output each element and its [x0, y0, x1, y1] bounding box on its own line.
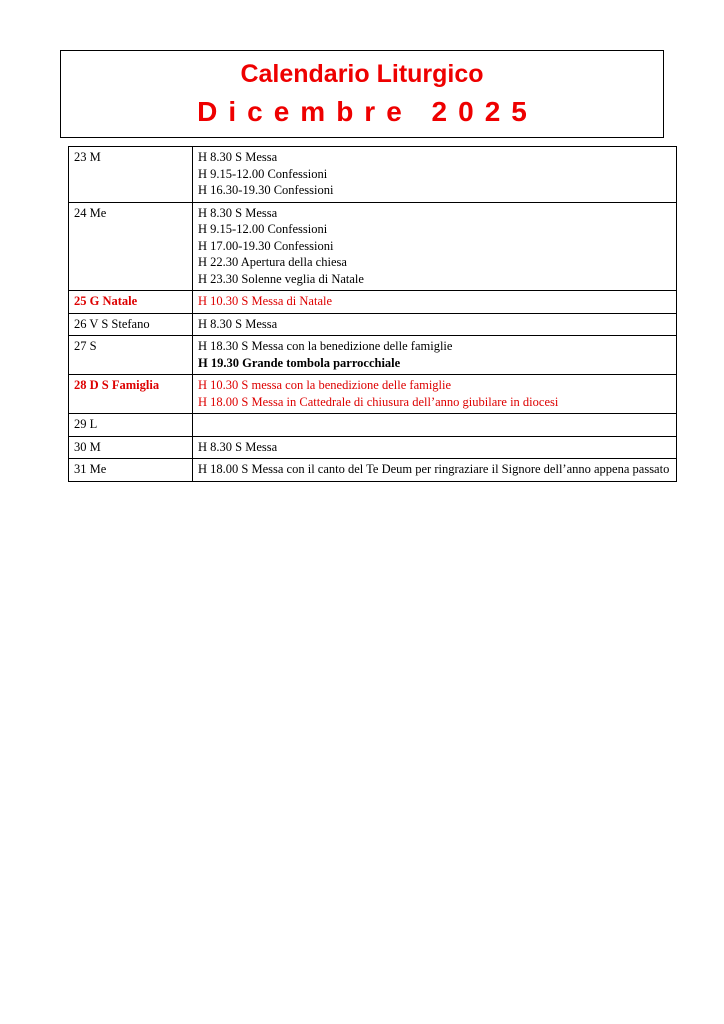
events-cell — [193, 291, 677, 314]
event-line: H 22.30 Apertura della chiesa — [198, 255, 347, 269]
table-row — [69, 336, 677, 375]
empty-events — [198, 416, 671, 432]
document-title: Calendario Liturgico — [240, 60, 484, 88]
events-cell — [193, 459, 677, 482]
events-cell — [193, 202, 677, 291]
day-label: 31 Me — [74, 462, 107, 476]
day-cell — [69, 459, 193, 482]
events-cell — [193, 336, 677, 375]
table-row — [69, 291, 677, 314]
event-line: H 9.15-12.00 Confessioni — [198, 222, 328, 236]
day-label: 30 M — [74, 439, 101, 454]
table-row — [69, 375, 677, 414]
events-cell — [193, 375, 677, 414]
event-line: H 16.30-19.30 Confessioni — [198, 183, 334, 197]
day-label: 26 V S Stefano — [74, 316, 150, 331]
table-row — [69, 147, 677, 203]
day-cell — [69, 414, 193, 437]
day-cell — [69, 147, 193, 203]
event-line: H 18.00 S Messa con il canto del Te Deum per ringraziare il Signore dell’anno appena passato — [198, 462, 670, 476]
day-cell — [69, 313, 193, 336]
event-line: H 19.30 Grande tombola parrocchiale — [198, 355, 401, 370]
table-row — [69, 414, 677, 437]
table-row — [69, 459, 677, 482]
event-line: H 10.30 S messa con la benedizione delle famiglie — [198, 378, 452, 392]
day-cell — [69, 436, 193, 459]
event-line: H 18.00 S Messa in Cattedrale di chiusura dell’anno giubilare in diocesi — [198, 394, 559, 409]
event-line: H 8.30 S Messa — [198, 150, 278, 164]
event-line: H 8.30 S Messa — [198, 316, 278, 331]
day-label: 28 D S Famiglia — [74, 378, 160, 392]
event-line: H 8.30 S Messa — [198, 439, 278, 454]
document-subtitle: Dicembre 2025 — [197, 96, 538, 127]
day-cell — [69, 375, 193, 414]
event-line: H 10.30 S Messa di Natale — [198, 294, 333, 308]
title-box — [60, 50, 664, 138]
event-line: H 18.30 S Messa con la benedizione delle famiglie — [198, 339, 453, 353]
day-label: 27 S — [74, 339, 97, 353]
day-label: 24 Me — [74, 205, 107, 220]
event-line: H 17.00-19.30 Confessioni — [198, 238, 334, 253]
event-line: H 23.30 Solenne veglia di Natale — [198, 271, 364, 286]
events-cell — [193, 414, 677, 437]
day-cell — [69, 336, 193, 375]
day-cell — [69, 202, 193, 291]
liturgical-calendar-table — [68, 146, 677, 482]
events-cell — [193, 147, 677, 203]
table-row — [69, 313, 677, 336]
day-label: 23 M — [74, 150, 101, 164]
table-row — [69, 436, 677, 459]
events-cell — [193, 313, 677, 336]
table-body — [69, 147, 677, 482]
table-row — [69, 202, 677, 291]
day-label: 25 G Natale — [74, 294, 138, 308]
events-cell — [193, 436, 677, 459]
event-line: H 8.30 S Messa — [198, 205, 278, 220]
day-label: 29 L — [74, 417, 98, 431]
day-cell — [69, 291, 193, 314]
event-line: H 9.15-12.00 Confessioni — [198, 166, 328, 181]
